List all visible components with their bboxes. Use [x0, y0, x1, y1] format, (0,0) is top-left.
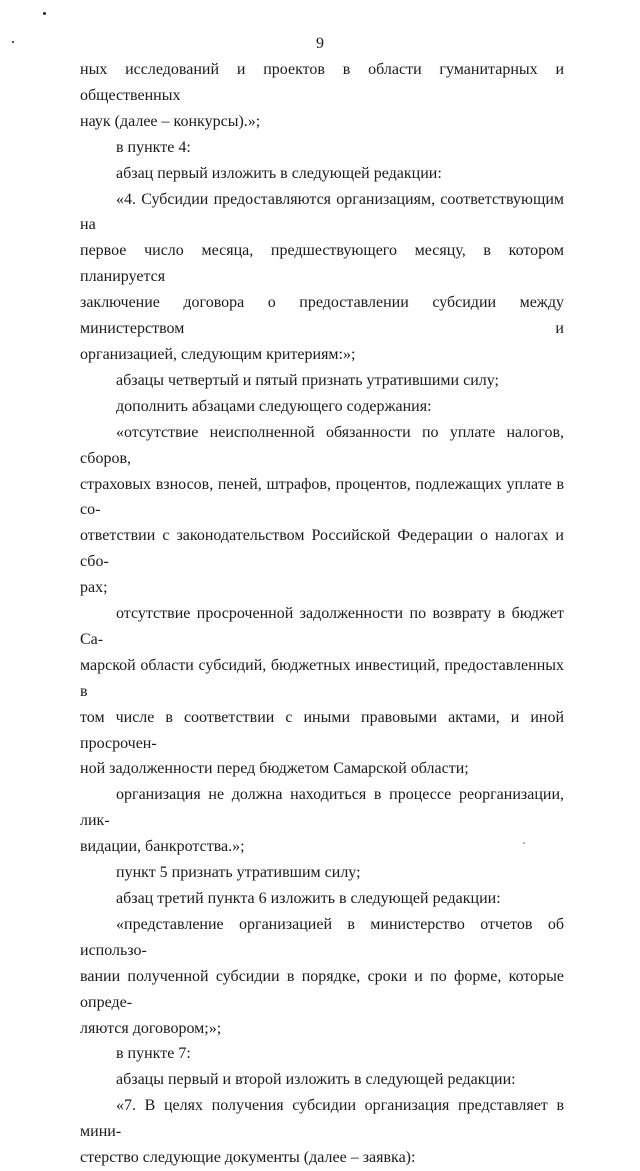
document-body [80, 57, 564, 1171]
paragraph-line: пункт 5 признать утратившим силу; [116, 864, 361, 882]
paragraph-line: заключение договора о предоставлении субсидии между министерством и [80, 294, 564, 338]
paragraph-line: видации, банкротства.»; [80, 838, 245, 856]
paragraph-line: вании полученной субсидии в порядке, сроки и по форме, которые опреде- [80, 967, 564, 1011]
scan-speck [43, 12, 46, 15]
paragraph-line: стерство следующие документы (далее – заявка): [80, 1149, 416, 1167]
paragraph-line: ной задолженности перед бюджетом Самарской области; [80, 760, 469, 778]
paragraph-line: абзацы четвертый и пятый признать утратившими силу; [116, 371, 499, 389]
paragraph-line: ляются договором;»; [80, 1019, 222, 1037]
paragraph-line: том числе в соответствии с иными правовыми актами, и иной просрочен- [80, 708, 564, 752]
paragraph-line: наук (далее – конкурсы).»; [80, 112, 261, 130]
paragraph-line: абзац первый изложить в следующей редакции: [116, 164, 442, 182]
paragraph-line: ответствии с законодательством Российской Федерации о налогах и сбо- [80, 527, 564, 571]
paragraph-line: «4. Субсидии предоставляются организациям, соответствующим на [80, 190, 564, 234]
paragraph-line: в пункте 4: [116, 138, 191, 156]
paragraph-line: первое число месяца, предшествующего месяцу, в котором планируется [80, 242, 564, 286]
paragraph-line: организацией, следующим критериям:»; [80, 345, 356, 363]
paragraph-line: «7. В целях получения субсидии организация представляет в мини- [80, 1097, 564, 1141]
paragraph-line: «представление организацией в министерство отчетов об использо- [80, 915, 564, 959]
paragraph-line: отсутствие просроченной задолженности по возврату в бюджет Са- [80, 605, 564, 648]
paragraph-line: дополнить абзацами следующего содержания: [116, 397, 432, 415]
paragraph-line: в пункте 7: [116, 1045, 191, 1063]
page-number: 9 [316, 35, 324, 52]
paragraph-line: «отсутствие неисполненной обязанности по уплате налогов, сборов, [80, 423, 564, 467]
paragraph-line: страховых взносов, пеней, штрафов, процентов, подлежащих уплате в со- [80, 475, 564, 519]
paragraph-line: марской области субсидий, бюджетных инвестиций, предоставленных в [80, 656, 564, 700]
paragraph-line: абзац третий пункта 6 изложить в следующей редакции: [116, 890, 501, 907]
paragraph-line: ных исследований и проектов в области гуманитарных и общественных [80, 61, 564, 104]
paragraph-line: абзацы первый и второй изложить в следующей редакции: [116, 1071, 516, 1089]
paragraph-line: организация не должна находиться в процессе реорганизации, лик- [80, 786, 564, 830]
paragraph-line: рах; [80, 579, 108, 597]
